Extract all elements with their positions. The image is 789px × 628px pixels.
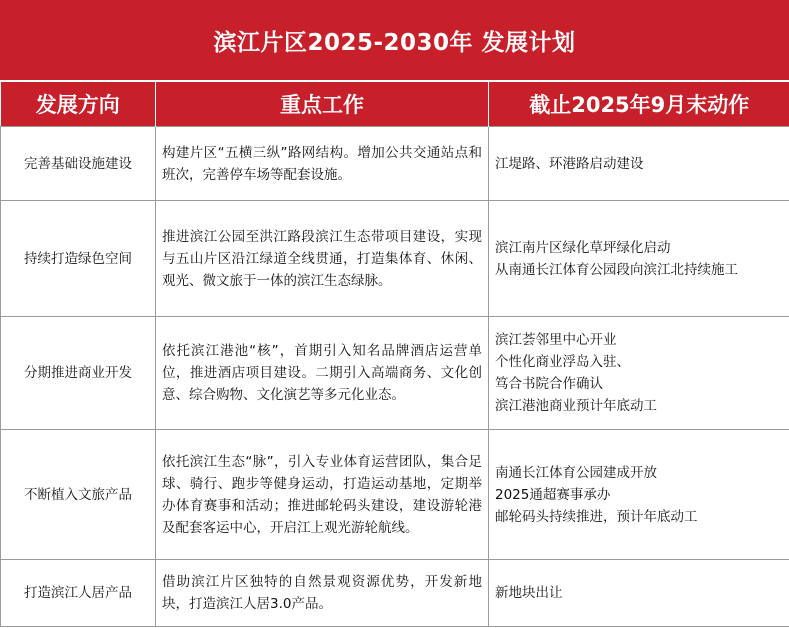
action-item: 笃合书院合作确认 [495,376,603,392]
table-row [1,560,789,627]
direction-cell: 持续打造绿色空间 [1,201,156,317]
direction-cell: 完善基础设施建设 [1,127,156,201]
table-row [1,430,789,560]
direction-cell: 打造滨江人居产品 [1,560,156,627]
work-cell: 借助滨江片区独特的自然景观资源优势，开发新地块，打造滨江人居3.0产品。 [156,560,489,627]
header-row [1,82,789,127]
actions-cell [489,317,789,430]
direction-cell: 分期推进商业开发 [1,317,156,430]
action-item: 南通长江体育公园建成开放 [495,464,657,481]
header-actions: 截止2025年9月末动作 [489,82,789,127]
page-title: 滨江片区2025-2030年 发展计划 [0,0,789,82]
direction-cell: 不断植入文旅产品 [1,430,156,560]
action-item: 2025通超赛事承办 [495,486,611,503]
table-row [1,127,789,201]
action-item: 从南通长江体育公园段向滨江北持续施工 [495,261,738,278]
work-cell: 依托滨江生态“脉”，引入专业体育运营团队，集合足球、骑行、跑步等健身运动，打造运动基地，定期举办体育赛事和活动；推进邮轮码头建设，建设游轮港及配套客运中心，开启江上观光游轮航线。 [156,430,489,560]
actions-cell [489,430,789,560]
action-item: 新地块出让 [495,585,563,601]
plan-table [0,82,789,627]
action-item: 个性化商业浮岛入驻、 [495,354,630,370]
action-item: 滨江港池商业预计年底动工 [495,398,657,414]
actions-cell [489,127,789,201]
work-cell: 构建片区“五横三纵”路网结构。增加公共交通站点和班次，完善停车场等配套设施。 [156,127,489,201]
header-direction: 发展方向 [1,82,156,127]
action-item: 滨江荟邻里中心开业 [495,332,617,348]
actions-cell [489,560,789,627]
work-cell: 依托滨江港池“核”，首期引入知名品牌酒店运营单位，推进酒店项目建设。二期引入高端商务、文化创意、综合购物、文化演艺等多元化业态。 [156,317,489,430]
action-item: 邮轮码头持续推进，预计年底动工 [495,508,698,525]
action-item: 滨江南片区绿化草坪绿化启动 [495,239,671,256]
actions-cell [489,201,789,317]
work-cell: 推进滨江公园至洪江路段滨江生态带项目建设，实现与五山片区沿江绿道全线贯通，打造集体育、休闲、观光、微文旅于一体的滨江生态绿脉。 [156,201,489,317]
action-item: 江堤路、环港路启动建设 [495,155,644,172]
header-work: 重点工作 [156,82,489,127]
table-row [1,201,789,317]
table-row [1,317,789,430]
